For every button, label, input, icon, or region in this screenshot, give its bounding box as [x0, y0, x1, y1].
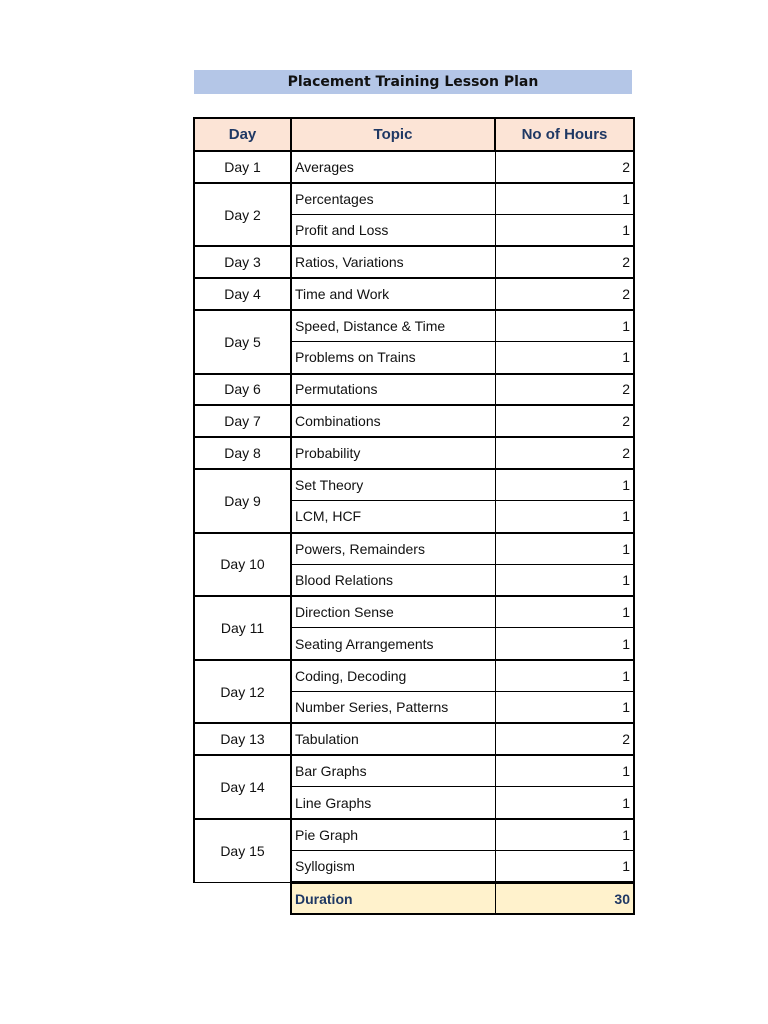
topic-cell: Averages: [291, 151, 495, 183]
table-row: [194, 151, 634, 183]
table-row: [194, 723, 634, 755]
topic-cell: Speed, Distance & Time: [291, 310, 495, 342]
topic-cell: Time and Work: [291, 278, 495, 310]
duration-row: [194, 882, 634, 914]
day-cell: Day 8: [194, 437, 291, 469]
topic-cell: Combinations: [291, 405, 495, 437]
topic-cell: Set Theory: [291, 469, 495, 501]
table-row: [194, 278, 634, 310]
topic-cell: Direction Sense: [291, 596, 495, 628]
hours-cell: 1: [495, 628, 634, 660]
day-cell: Day 13: [194, 723, 291, 755]
table-row: [194, 819, 634, 851]
day-cell: Day 7: [194, 405, 291, 437]
topic-cell: Profit and Loss: [291, 215, 495, 247]
hours-cell: 2: [495, 278, 634, 310]
footer-blank-cell: [194, 882, 291, 914]
column-header-hours: No of Hours: [495, 118, 634, 151]
topic-cell: Problems on Trains: [291, 342, 495, 374]
hours-cell: 1: [495, 819, 634, 851]
topic-cell: Probability: [291, 437, 495, 469]
table-row: [194, 246, 634, 278]
day-cell: Day 6: [194, 374, 291, 406]
table-row: [194, 755, 634, 787]
table-row: [194, 183, 634, 215]
hours-cell: 2: [495, 437, 634, 469]
topic-cell: Coding, Decoding: [291, 660, 495, 692]
day-cell: Day 12: [194, 660, 291, 724]
day-cell: Day 2: [194, 183, 291, 247]
topic-cell: Seating Arrangements: [291, 628, 495, 660]
day-cell: Day 11: [194, 596, 291, 660]
topic-cell: Blood Relations: [291, 564, 495, 596]
day-cell: Day 5: [194, 310, 291, 374]
hours-cell: 2: [495, 246, 634, 278]
table-footer: [194, 882, 634, 914]
hours-cell: 2: [495, 151, 634, 183]
day-cell: Day 4: [194, 278, 291, 310]
topic-cell: LCM, HCF: [291, 501, 495, 533]
topic-cell: Percentages: [291, 183, 495, 215]
hours-cell: 1: [495, 469, 634, 501]
topic-cell: Ratios, Variations: [291, 246, 495, 278]
header-row: [194, 118, 634, 151]
page-title: Placement Training Lesson Plan: [194, 70, 632, 94]
topic-cell: Tabulation: [291, 723, 495, 755]
hours-cell: 1: [495, 660, 634, 692]
day-cell: Day 14: [194, 755, 291, 819]
day-cell: Day 9: [194, 469, 291, 533]
hours-cell: 1: [495, 342, 634, 374]
table-row: [194, 533, 634, 565]
hours-cell: 1: [495, 533, 634, 565]
topic-cell: Number Series, Patterns: [291, 692, 495, 724]
topic-cell: Permutations: [291, 374, 495, 406]
duration-total: 30: [495, 882, 634, 914]
table-row: [194, 310, 634, 342]
hours-cell: 2: [495, 405, 634, 437]
hours-cell: 1: [495, 501, 634, 533]
table-row: [194, 405, 634, 437]
table-row: [194, 437, 634, 469]
hours-cell: 2: [495, 723, 634, 755]
day-cell: Day 1: [194, 151, 291, 183]
duration-label: Duration: [291, 882, 495, 914]
hours-cell: 1: [495, 564, 634, 596]
hours-cell: 1: [495, 755, 634, 787]
column-header-topic: Topic: [291, 118, 495, 151]
table-row: [194, 469, 634, 501]
hours-cell: 1: [495, 787, 634, 819]
hours-cell: 1: [495, 851, 634, 883]
lesson-plan-table: [193, 117, 635, 915]
topic-cell: Pie Graph: [291, 819, 495, 851]
day-cell: Day 15: [194, 819, 291, 883]
hours-cell: 1: [495, 183, 634, 215]
hours-cell: 1: [495, 310, 634, 342]
hours-cell: 1: [495, 596, 634, 628]
topic-cell: Bar Graphs: [291, 755, 495, 787]
table-row: [194, 660, 634, 692]
table-row: [194, 596, 634, 628]
topic-cell: Line Graphs: [291, 787, 495, 819]
day-cell: Day 3: [194, 246, 291, 278]
topic-cell: Syllogism: [291, 851, 495, 883]
table-header: [194, 118, 634, 151]
column-header-day: Day: [194, 118, 291, 151]
topic-cell: Powers, Remainders: [291, 533, 495, 565]
hours-cell: 1: [495, 215, 634, 247]
hours-cell: 1: [495, 692, 634, 724]
day-cell: Day 10: [194, 533, 291, 597]
table-body: [194, 151, 634, 882]
hours-cell: 2: [495, 374, 634, 406]
table-row: [194, 374, 634, 406]
